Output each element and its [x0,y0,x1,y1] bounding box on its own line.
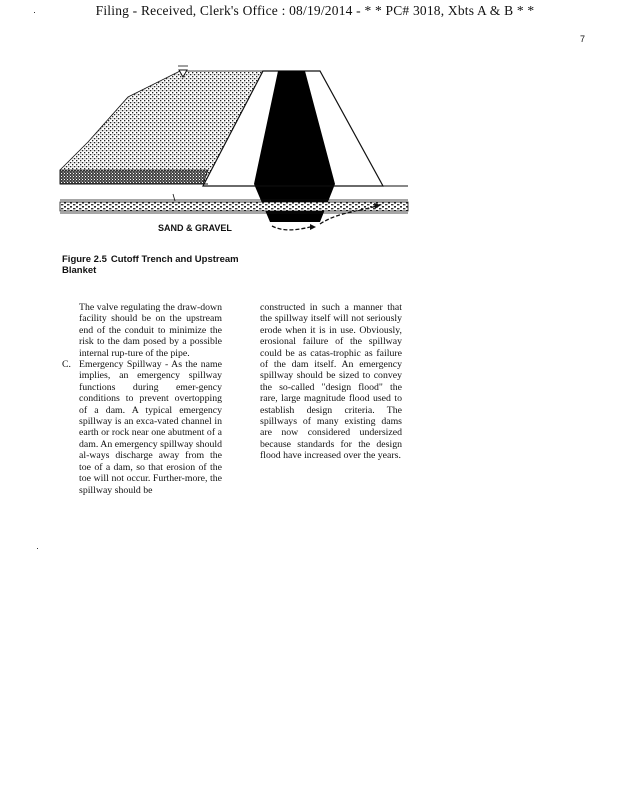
item-text: - As the name implies, an emergency spillway functions during emer-gency conditions to prevent overtopping of a dam. A typical emergency spillway is an exca-vated channel in earth or rock near one abutment of a dam. An emergency spillway should al-ways discharge away from the toe of a dam, so that erosion of the toe will not occur. Further-more, the spillway should be [79,359,222,496]
page-number: 7 [580,34,586,44]
list-marker: C. [62,359,71,371]
right-paragraph: constructed in such a manner that the spillway itself will not seriously erode when it is in use. Obviously, erosional failure of the spillway could be as catas-trophic as failure of the dam itself. An emergency spillway should be sized to convey the so-called "design flood" the rare, large magnitude flood used to establish design criteria. The spillways of many existing dams are now considered undersized because standards for the design flood have increased over the years. [260,302,402,462]
seepage-arrow [272,226,310,230]
sand-gravel-label: SAND & GRAVEL [158,223,232,233]
scan-speck [37,548,38,549]
figure-caption [62,255,252,276]
scan-speck [34,12,35,13]
figure-number: Figure 2.5 [62,254,107,265]
filing-header: Filing - Received, Clerk's Office : 08/19/2014 - * * PC# 3018, Xbts A & B * * [95,3,535,18]
dam-cross-section-figure [58,62,418,242]
list-item-emergency-spillway [62,359,222,496]
upstream-blanket [60,170,208,184]
figure-title: Cutoff Trench and Upstream Blanket [62,254,239,276]
sand-gravel-layer [60,202,408,211]
left-column [62,302,222,496]
list-item-body [79,359,222,496]
item-heading: Emergency Spillway [79,359,162,371]
right-column [260,302,402,462]
intro-paragraph: The valve regulating the draw-down facility should be on the upstream end of the conduit to minimize the risk to the dam posed by a possible internal rup-ture of the pipe. [79,302,222,359]
